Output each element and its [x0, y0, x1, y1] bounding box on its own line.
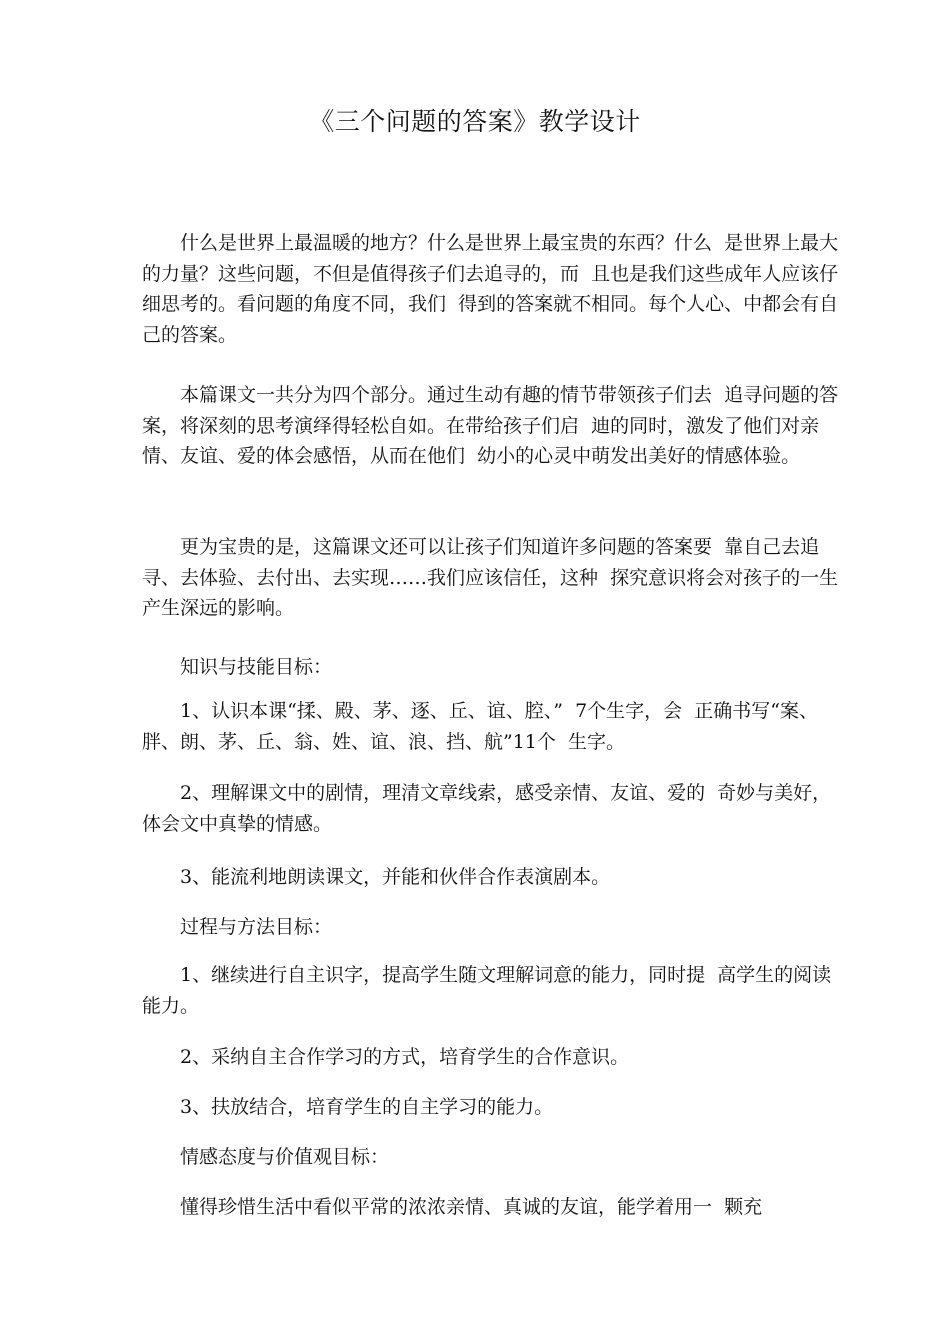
process-item-1: 1、继续进行自主识字，提高学生随文理解词意的能力，同时提 高学生的阅读能力。: [142, 964, 832, 1017]
process-item-2: 2、采纳自主合作学习的方式，培育学生的合作意识。: [180, 1046, 630, 1068]
knowledge-item-1: 1、认识本课“揉、殿、茅、逐、丘、谊、腔、” 7个生字，会 正确书写“案、胖、朗、茅、丘、翁、姓、谊、浪、挡、航”11个 生字。: [142, 700, 818, 753]
process-heading: 过程与方法目标：: [180, 916, 333, 938]
emotion-paragraph: 懂得珍惜生活中看似平常的浓浓亲情、真诚的友谊，能学着用一 颗充: [180, 1196, 763, 1218]
intro-paragraph-1: 什么是世界上最温暖的地方？什么是世界上最宝贵的东西？什么 是世界上最大的力量？这些问题，不但是值得孩子们去追寻的，而 且也是我们这些成年人应该仔细思考的。看问题的角度不同，我们 得到的答案就不相同。每个人心、中都会有自己的答案。: [142, 232, 839, 346]
emotion-heading: 情感态度与价值观目标：: [180, 1146, 390, 1168]
process-item-3: 3、扶放结合，培育学生的自主学习的能力。: [180, 1096, 554, 1118]
intro-paragraph-3: 更为宝贵的是，这篇课文还可以让孩子们知道许多问题的答案要 靠自己去追寻、去体验、去付出、去实现……我们应该信任，这种 探究意识将会对孩子的一生产生深远的影响。: [142, 536, 839, 619]
intro-paragraph-2: 本篇课文一共分为四个部分。通过生动有趣的情节带领孩子们去 追寻问题的答案，将深刻的思考演绎得轻松自如。在带给孩子们启 迪的同时，激发了他们对亲情、友谊、爱的体会感悟，从而在他们 幼小的心灵中萌发出美好的情感体验。: [142, 384, 839, 467]
knowledge-heading: 知识与技能目标：: [180, 656, 333, 678]
document-title: 《三个问题的答案》教学设计: [309, 107, 641, 136]
knowledge-item-2: 2、理解课文中的剧情，理清文章线索，感受亲情、友谊、爱的 奇妙与美好，体会文中真挚的情感。: [142, 782, 832, 835]
knowledge-item-3: 3、能流利地朗读课文，并能和伙伴合作表演剧本。: [180, 866, 611, 888]
